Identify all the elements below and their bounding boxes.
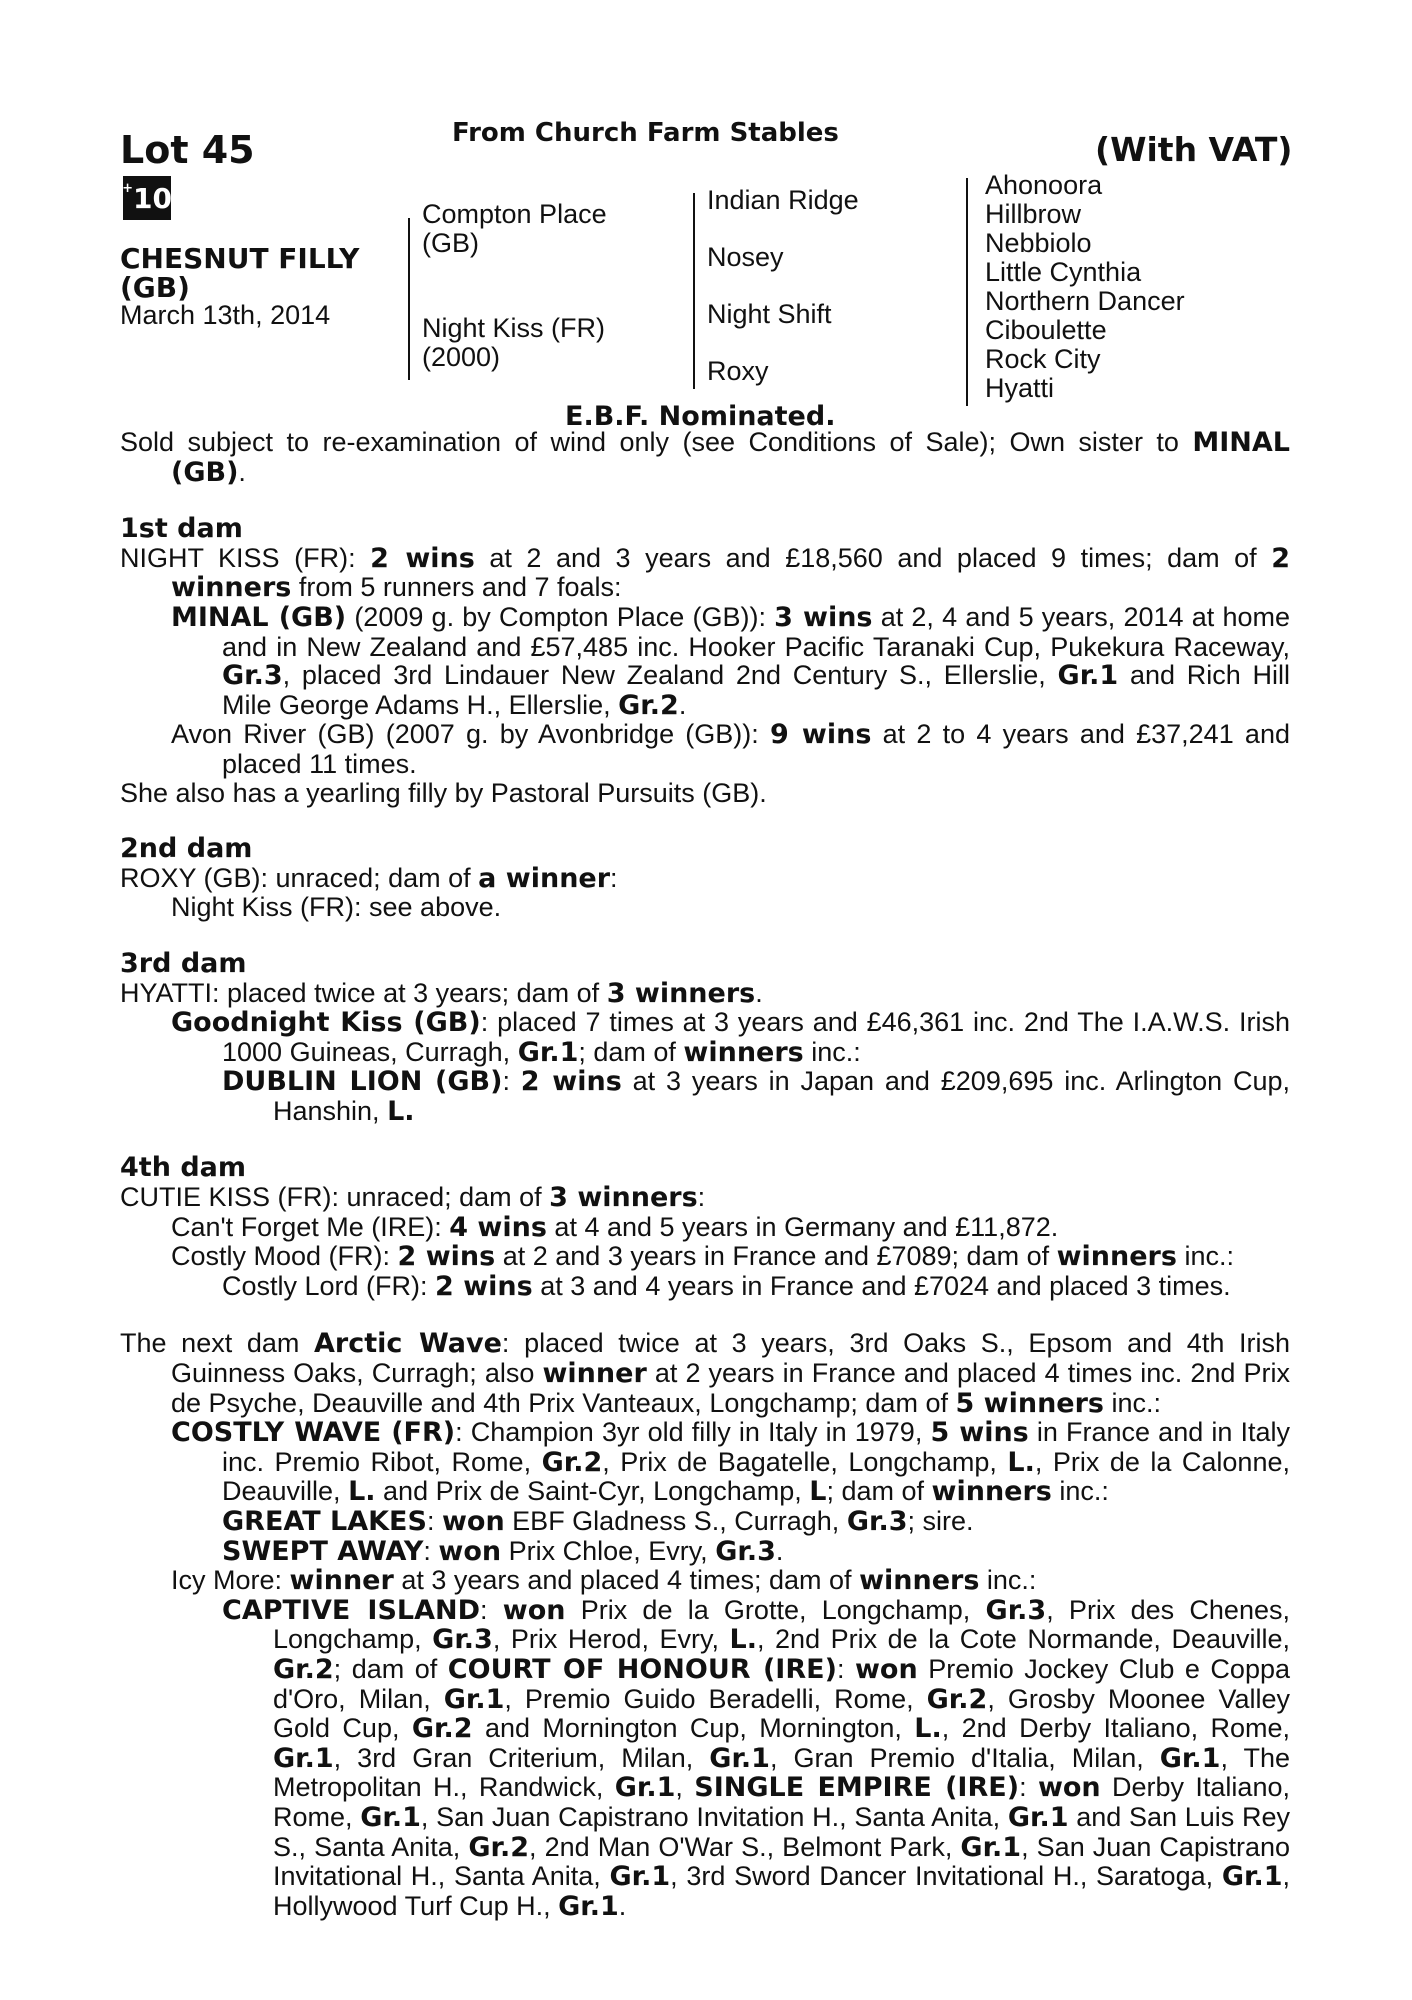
bold-text: Gr.3 xyxy=(715,1535,776,1567)
text-run: inc.: xyxy=(1051,1476,1109,1507)
bold-text: GREAT LAKES xyxy=(222,1506,427,1537)
pedigree-bracket-2 xyxy=(693,193,695,389)
lot-number: Lot 45 xyxy=(120,128,255,172)
bold-text: winners xyxy=(683,1036,804,1068)
pedigree-dam xyxy=(422,314,605,372)
pedigree-paragraph xyxy=(120,1272,1290,1302)
text-run: , xyxy=(675,1772,695,1803)
ebf-nomination: E.B.F. Nominated. xyxy=(565,401,836,432)
gen3-5: Northern Dancer xyxy=(985,286,1185,316)
bold-text: MINAL (GB) xyxy=(171,427,1290,488)
bold-text: 4 wins xyxy=(449,1211,547,1243)
text-run: ; dam of xyxy=(578,1036,684,1067)
bold-text: 3 winners xyxy=(606,977,756,1009)
text-run: ; dam of xyxy=(826,1476,932,1507)
gen3-1: Ahonoora xyxy=(985,170,1103,200)
pedigree-paragraph xyxy=(120,544,1290,603)
pedigree-sire xyxy=(422,200,607,258)
text-run: , 3rd Sword Dancer Invitational H., Saratoga, xyxy=(670,1861,1222,1892)
badge-plus: + xyxy=(122,180,133,196)
gen3-3: Nebbiolo xyxy=(985,228,1092,258)
text-run: , Prix des Chenes, Longchamp, xyxy=(273,1594,1290,1655)
bold-text: won xyxy=(438,1535,502,1567)
sire-name: Compton Place xyxy=(422,199,607,229)
pedigree-paragraph xyxy=(120,1329,1290,1418)
bold-text: L. xyxy=(387,1095,415,1127)
age-badge-icon xyxy=(123,176,171,220)
pedigree-gen3 xyxy=(985,171,1185,403)
bold-text: 2 wins xyxy=(370,542,475,574)
text-run: Night Kiss (FR): see above. xyxy=(171,892,502,923)
consignor: From Church Farm Stables xyxy=(452,118,839,148)
bold-text: SINGLE EMPIRE (IRE) xyxy=(694,1772,1020,1804)
text-run: at 2 and 3 years in France and £7089; dam of xyxy=(495,1241,1057,1272)
text-run: and Mornington Cup, Mornington, xyxy=(472,1713,915,1744)
bold-text: winners xyxy=(1056,1241,1177,1273)
text-run: Icy More: xyxy=(171,1565,290,1596)
text-run: : xyxy=(1019,1772,1038,1803)
text-run: : xyxy=(697,1182,706,1213)
text-run: , Gran Premio d'Italia, Milan, xyxy=(769,1742,1160,1773)
text-run: Avon River (GB) (2007 g. by Avonbridge (GB)): xyxy=(171,719,771,750)
bold-text: Gr.2 xyxy=(541,1446,603,1478)
pedigree-paragraph xyxy=(120,1067,1290,1126)
pedigree-bracket-1 xyxy=(408,218,410,380)
pedigree-paragraph xyxy=(120,720,1290,778)
bold-text: Gr.1 xyxy=(558,1890,619,1922)
bold-text: Gr.2 xyxy=(618,689,679,721)
text-run: and San Luis Rey S., Santa Anita, xyxy=(273,1801,1290,1862)
text-run: at 2 years in France and placed 4 times inc. 2nd Prix de Psyche, Deauville and 4th Prix Vanteaux, Longchamp; dam of xyxy=(171,1358,1290,1418)
bold-text: Gr.1 xyxy=(1221,1861,1283,1893)
pedigree-paragraph xyxy=(120,428,1290,487)
text-run: at 3 years in Japan and £209,695 inc. Arlington Cup, Hanshin, xyxy=(273,1066,1290,1126)
text-run: at 3 and 4 years in France and £7024 and placed 3 times. xyxy=(532,1270,1231,1301)
gen3-7: Rock City xyxy=(985,344,1101,374)
dam-year: (2000) xyxy=(422,342,501,372)
text-run: in France and in Italy inc. Premio Ribot, Rome, xyxy=(222,1417,1291,1477)
text-run: Sold subject to re-examination of wind only (see Conditions of Sale); Own sister to xyxy=(120,427,1193,457)
text-run: inc.: xyxy=(1176,1241,1234,1272)
text-run: : placed 7 times at 3 years and £46,361 inc. 2nd The I.A.W.S. Irish 1000 Guineas, Curragh, xyxy=(222,1007,1290,1067)
sire-origin: (GB) xyxy=(422,228,479,258)
text-run: ; dam of xyxy=(333,1653,448,1684)
bold-text: 5 wins xyxy=(930,1417,1029,1449)
pedigree-gen2-2: Nosey xyxy=(707,242,784,272)
text-run: CUTIE KISS (FR): unraced; dam of xyxy=(120,1182,550,1213)
bold-text: winners xyxy=(931,1476,1052,1508)
horse-name-line-2: (GB) xyxy=(120,271,190,304)
bold-text: SWEPT AWAY xyxy=(222,1535,424,1567)
text-run: , San Juan Capistrano Invitational H., Santa Anita, xyxy=(273,1831,1290,1892)
foaling-date: March 13th, 2014 xyxy=(120,300,331,330)
dam-name: Night Kiss (FR) xyxy=(422,313,606,343)
text-run: . xyxy=(775,1535,784,1566)
bold-text: won xyxy=(854,1653,918,1685)
bold-text: Gr.1 xyxy=(709,1742,770,1774)
text-run: (2009 g. by Compton Place (GB)): xyxy=(346,601,775,632)
text-run: : xyxy=(502,1066,521,1097)
section-gap xyxy=(120,1301,1290,1329)
pedigree-paragraph xyxy=(120,1418,1290,1507)
bold-text: 3 wins xyxy=(774,601,873,633)
dam-heading: 3rd dam xyxy=(120,947,247,979)
gen3-6: Ciboulette xyxy=(985,315,1107,345)
bold-text: DUBLIN LION (GB) xyxy=(222,1066,503,1098)
bold-text: Gr.2 xyxy=(411,1713,473,1745)
text-run: . xyxy=(618,1890,627,1921)
vat-status: (With VAT) xyxy=(1095,130,1293,169)
bold-text: 5 winners xyxy=(955,1387,1104,1419)
bold-text: Gr.1 xyxy=(443,1683,505,1715)
dam-heading: 4th dam xyxy=(120,1152,246,1184)
bold-text: Gr.1 xyxy=(517,1036,579,1068)
text-run: Costly Lord (FR): xyxy=(222,1270,436,1301)
pedigree-paragraph xyxy=(120,1183,1290,1213)
text-run: She also has a yearling filly by Pastoral Pursuits (GB). xyxy=(120,777,767,808)
bold-text: 2 wins xyxy=(435,1270,533,1302)
pedigree-paragraph xyxy=(120,864,1290,894)
text-run: Prix Chloe, Evry, xyxy=(501,1535,716,1566)
text-run: , Prix de la Calonne, Deauville, xyxy=(222,1446,1290,1507)
text-run: inc.: xyxy=(1104,1387,1162,1418)
text-run: , placed 3rd Lindauer New Zealand 2nd Century S., Ellerslie, xyxy=(282,660,1058,691)
bold-text: Gr.2 xyxy=(926,1683,988,1715)
text-run: , 3rd Gran Criterium, Milan, xyxy=(333,1742,710,1773)
pedigree-paragraph xyxy=(120,603,1290,720)
text-run: ; sire. xyxy=(907,1506,974,1536)
text-run: : xyxy=(423,1535,439,1566)
bold-text: L. xyxy=(729,1624,757,1656)
pedigree-gen2-3: Night Shift xyxy=(707,299,832,329)
bold-text: CAPTIVE ISLAND xyxy=(222,1594,481,1626)
text-run: : xyxy=(480,1594,503,1625)
catalogue-body xyxy=(120,428,1290,1921)
bold-text: Gr.1 xyxy=(614,1772,676,1804)
gen3-8: Hyatti xyxy=(985,373,1055,403)
text-run: inc.: xyxy=(803,1036,861,1067)
bold-text: MINAL (GB) xyxy=(171,601,347,633)
bold-text: Gr.1 xyxy=(960,1831,1022,1863)
bold-text: Gr.3 xyxy=(985,1594,1047,1626)
text-run: Costly Mood (FR): xyxy=(171,1241,398,1272)
bold-text: Gr.1 xyxy=(609,1861,671,1893)
text-run: at 2, 4 and 5 years, 2014 at home and in New Zealand and £57,485 inc. Hooker Pacific Taranaki Cup, Pukekura Raceway, xyxy=(222,601,1290,662)
bold-text: L. xyxy=(348,1476,376,1508)
pedigree-bracket-3 xyxy=(966,178,968,406)
horse-name xyxy=(120,244,359,302)
bold-text: won xyxy=(441,1506,505,1537)
text-run: at 3 years and placed 4 times; dam of xyxy=(393,1565,860,1596)
bold-text: L. xyxy=(1007,1446,1035,1478)
bold-text: Gr.3 xyxy=(846,1506,908,1537)
pedigree-paragraph xyxy=(120,1213,1290,1243)
bold-text: COURT OF HONOUR (IRE) xyxy=(447,1653,837,1685)
pedigree-paragraph xyxy=(120,779,1290,808)
text-run: , San Juan Capistrano Invitation H., Santa Anita, xyxy=(420,1801,1008,1832)
text-run: , The Metropolitan H., Randwick, xyxy=(273,1742,1290,1803)
text-run: . xyxy=(238,456,246,487)
text-run: : xyxy=(610,862,618,893)
pedigree-paragraph xyxy=(120,1566,1290,1596)
text-run: Prix de la Grotte, Longchamp, xyxy=(565,1594,986,1625)
bold-text: winners xyxy=(859,1565,980,1597)
bold-text: won xyxy=(1037,1772,1101,1804)
text-run: , 2nd Prix de la Cote Normande, Deauville, xyxy=(757,1624,1291,1655)
pedigree-paragraph xyxy=(120,1537,1290,1567)
bold-text: won xyxy=(502,1594,566,1626)
text-run: and Prix de Saint-Cyr, Longchamp, xyxy=(375,1476,810,1507)
text-run: HYATTI: placed twice at 3 years; dam of xyxy=(120,977,607,1008)
text-run: at 4 and 5 years in Germany and £11,872. xyxy=(546,1211,1059,1242)
bold-text: 9 wins xyxy=(770,719,872,751)
text-run: EBF Gladness S., Curragh, xyxy=(504,1506,847,1536)
bold-text: a winner xyxy=(478,862,611,894)
text-run: . xyxy=(678,689,687,720)
bold-text: COSTLY WAVE (FR) xyxy=(171,1417,456,1449)
bold-text: winner xyxy=(542,1358,647,1390)
bold-text: Gr.1 xyxy=(273,1742,334,1774)
dam-heading: 1st dam xyxy=(120,513,243,545)
bold-text: Gr.1 xyxy=(1159,1742,1221,1774)
text-run: : placed twice at 3 years, 3rd Oaks S., Epsom and 4th Irish Guinness Oaks, Curragh; also xyxy=(171,1328,1290,1389)
text-run: Can't Forget Me (IRE): xyxy=(171,1211,450,1242)
pedigree-paragraph xyxy=(120,1242,1290,1272)
text-run: at 2 and 3 years and £18,560 and placed 9 times; dam of xyxy=(474,542,1272,573)
gen3-4: Little Cynthia xyxy=(985,257,1142,287)
bold-text: 2 wins xyxy=(520,1066,622,1098)
text-run: : Champion 3yr old filly in Italy in 1979, xyxy=(455,1417,931,1448)
text-run: : xyxy=(426,1506,442,1536)
text-run: , Premio Guido Beradelli, Rome, xyxy=(504,1683,927,1714)
pedigree-paragraph xyxy=(120,893,1290,922)
text-run: NIGHT KISS (FR): xyxy=(120,542,371,573)
dam-heading: 2nd dam xyxy=(120,833,253,865)
text-run: , Grosby Moonee Valley Gold Cup, xyxy=(273,1683,1290,1744)
bold-text: 2 wins xyxy=(397,1241,496,1273)
bold-text: L xyxy=(809,1476,827,1508)
text-run: inc.: xyxy=(979,1565,1037,1596)
bold-text: Gr.1 xyxy=(360,1801,421,1833)
gen3-2: Hillbrow xyxy=(985,199,1082,229)
text-run: , Prix Herod, Evry, xyxy=(492,1624,730,1655)
pedigree-paragraph xyxy=(120,1596,1290,1922)
text-run: Derby Italiano, Rome, xyxy=(273,1772,1290,1832)
bold-text: L. xyxy=(914,1713,942,1745)
text-run: from 5 runners and 7 foals: xyxy=(291,572,622,603)
bold-text: Arctic Wave xyxy=(314,1328,502,1360)
bold-text: Gr.2 xyxy=(273,1653,334,1685)
bold-text: Gr.3 xyxy=(222,660,283,692)
bold-text: Goodnight Kiss (GB) xyxy=(171,1007,481,1039)
bold-text: 3 winners xyxy=(549,1182,698,1214)
text-run: , Hollywood Turf Cup H., xyxy=(273,1861,1290,1921)
bold-text: Gr.2 xyxy=(468,1831,530,1863)
bold-text: Gr.1 xyxy=(1057,660,1119,692)
bold-text: Gr.1 xyxy=(1007,1801,1069,1833)
pedigree-gen2-4: Roxy xyxy=(707,356,769,386)
bold-text: winner xyxy=(289,1565,394,1597)
text-run: The next dam xyxy=(120,1328,315,1359)
pedigree-paragraph xyxy=(120,1008,1290,1067)
text-run: : xyxy=(836,1653,855,1684)
text-run: , 2nd Man O'War S., Belmont Park, xyxy=(529,1831,961,1862)
text-run: , 2nd Derby Italiano, Rome, xyxy=(941,1713,1291,1744)
badge-number: 10 xyxy=(132,181,172,215)
text-run: and Rich Hill Mile George Adams H., Ellerslie, xyxy=(222,660,1290,720)
text-run: . xyxy=(755,977,763,1008)
pedigree-paragraph xyxy=(120,979,1290,1009)
text-run: at 2 to 4 years and £37,241 and placed 11 times. xyxy=(222,719,1290,779)
pedigree-gen2-1: Indian Ridge xyxy=(707,185,859,215)
pedigree-paragraph xyxy=(120,1507,1290,1537)
bold-text: 2 winners xyxy=(171,542,1291,604)
text-run: Premio Jockey Club e Coppa d'Oro, Milan, xyxy=(273,1653,1290,1714)
text-run: , Prix de Bagatelle, Longchamp, xyxy=(602,1446,1008,1477)
text-run: ROXY (GB): unraced; dam of xyxy=(120,862,479,893)
horse-name-line-1: CHESNUT FILLY xyxy=(120,242,360,275)
bold-text: Gr.3 xyxy=(432,1624,493,1656)
